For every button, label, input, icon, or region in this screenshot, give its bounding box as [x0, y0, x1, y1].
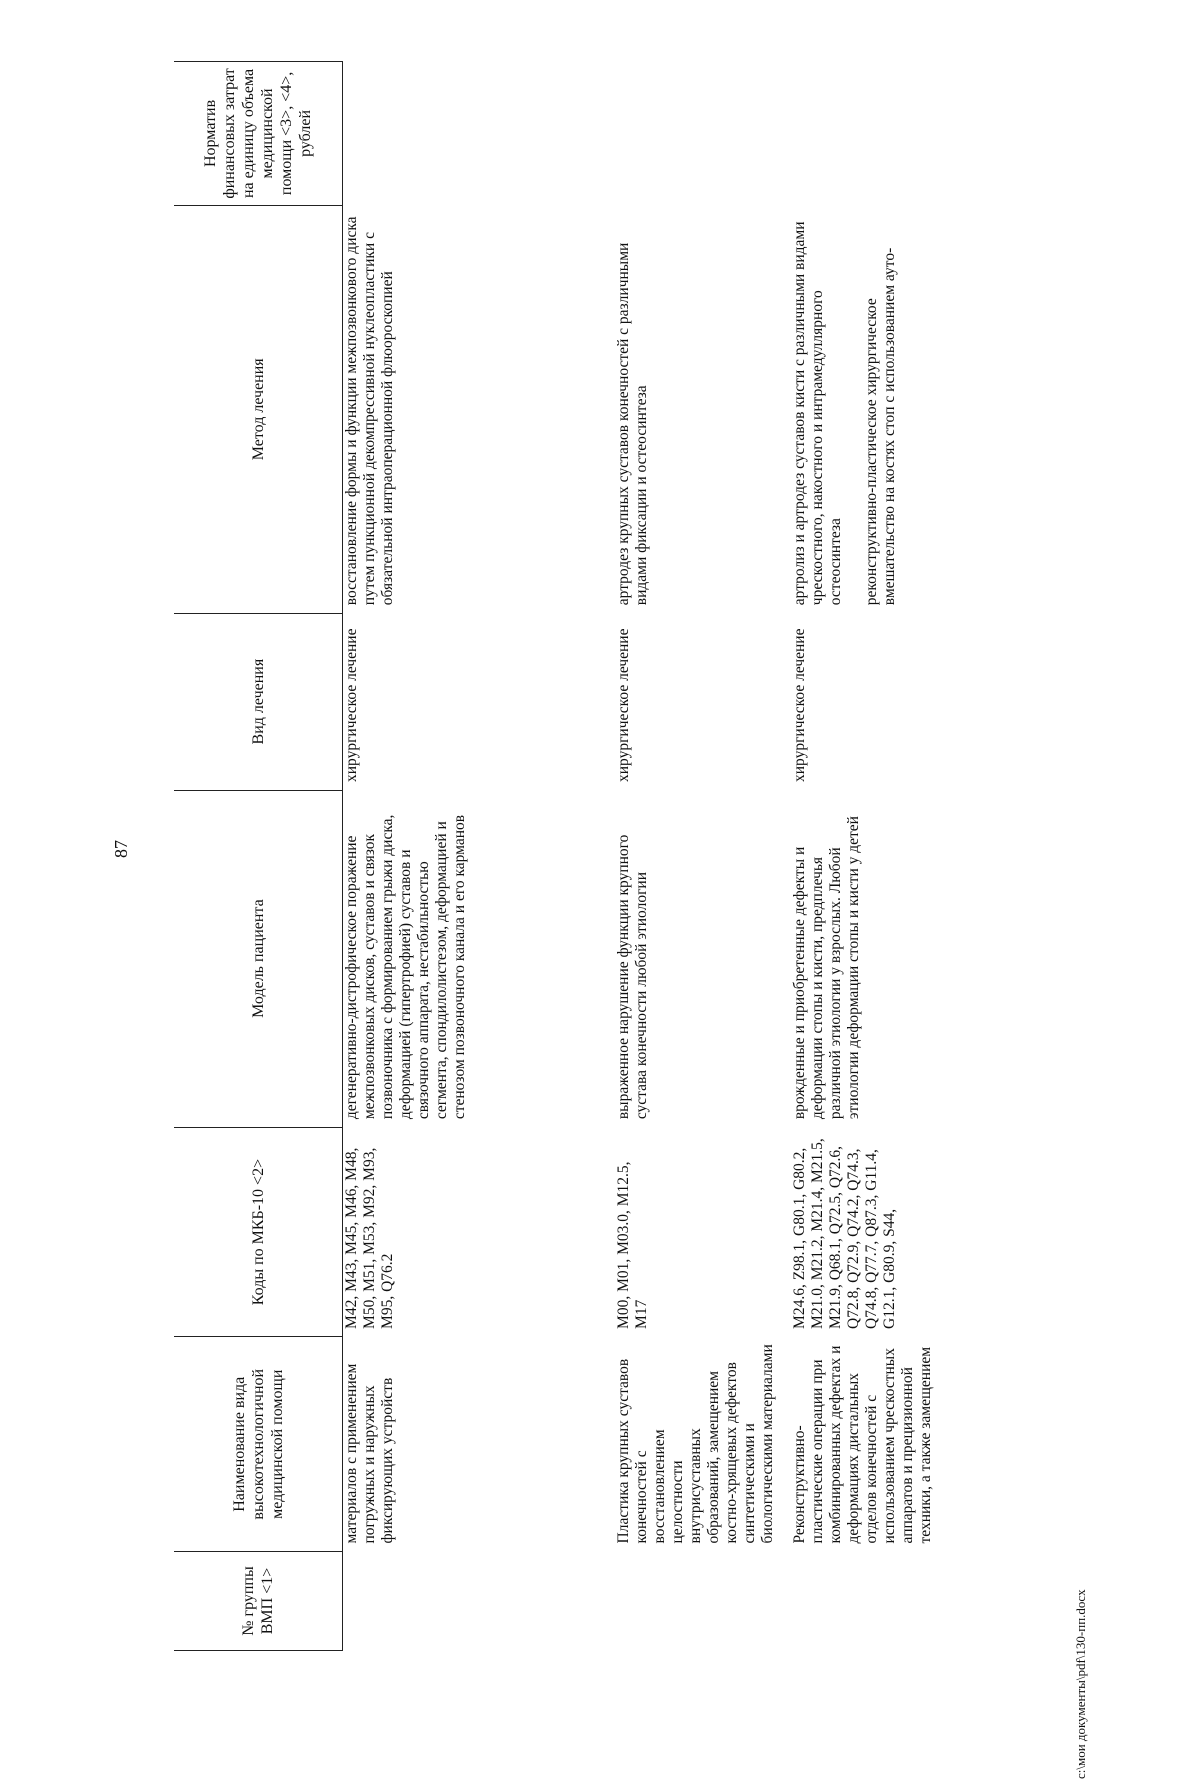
cell-vmp-name: Пластика крупных суставов конечностей с восстановлением целостности внутрисуставных образований, замещением костно-хрящевых дефектов синтетическими и биологическими материалами: [614, 1344, 776, 1544]
cell-treatment-method: [615, 205, 791, 613]
page-number: 87: [111, 840, 131, 858]
method-text: артродез крупных суставов конечностей с различными видами фиксации и остеосинтеза: [614, 242, 650, 606]
header-group-no: № группы ВМП <1>: [174, 1551, 343, 1650]
cell-treatment-method: [343, 205, 615, 613]
header-row: [174, 62, 343, 1651]
cell-group-no: [343, 1551, 615, 1650]
cell-vmp-name: материалов с применением погружных и наружных фиксирующих устройств: [343, 1363, 396, 1544]
cell-icd-codes: M42, M43, M45, M46, M48, M50, M51, M53, M92, M93, M95, Q76.2: [343, 1147, 396, 1329]
cell-cost-norm: [791, 62, 945, 206]
vmp-table: [174, 61, 945, 1651]
method-text: восстановление формы и функции межпозвонкового диска путем пункционной декомпрессивной нуклеопластики с обязательной интраоперационной флюороскопией: [343, 216, 396, 606]
cell-group-no: [615, 1551, 791, 1650]
method-text: артролиз и артродез суставов кисти с различными видами чрескостного, накостного и интрамедуллярного остеосинтеза: [790, 221, 844, 606]
cell-icd-codes: M24.6, Z98.1, G80.1, G80.2, M21.0, M21.2, M21.4, M21.5, M21.9, Q68.1, Q72.5, Q72.6, Q72.8, Q72.9, Q74.2, Q74.3, Q74.8, Q77.7, Q87.3, G11.4, G12.1, G80.9, S44,: [790, 1138, 898, 1329]
cell-icd-codes: M00, M01, M03.0, M12.5, M17: [614, 1161, 650, 1329]
cell-patient-model: дегенеративно-дистрофическое поражение межпозвонковых дисков, суставов и связок позвоночника с формированием грыжи диска, деформацией (гипертрофией) суставов и связочного аппарата, нестабильностью сегмента, спондилолистезом, деформацией и стенозом позвоночного канала и его карманов: [343, 814, 468, 1120]
header-treatment-method: Метод лечения: [174, 205, 343, 613]
cell-treatment-method: [791, 205, 945, 613]
header-treatment-type: Вид лечения: [174, 613, 343, 790]
cell-patient-model: врожденные и приобретенные дефекты и деформации стопы и кисти, предплечья различной этиологии у взрослых. Любой этиологии деформации стопы и кисти у детей: [790, 816, 862, 1120]
cell-treatment-type: хирургическое лечение: [790, 628, 808, 783]
header-icd-codes: Коды по МКБ-10 <2>: [174, 1127, 343, 1337]
cell-group-no: [791, 1551, 945, 1650]
footer-file-path: c:\мои документы\pdf\130-пп.docx: [1073, 1589, 1088, 1779]
method-text-2: реконструктивно-пластическое хирургическое вмешательство на костях стоп с использованием ауто-: [862, 247, 898, 606]
cell-vmp-name: Реконструктивно-пластические операции при комбинированных дефектах и деформациях дистальных отделов конечностей с использованием чрескостных аппаратов и прецизионной техники, а также замещением: [790, 1345, 934, 1544]
header-vmp-name: Наименование вида высокотехнологичной медицинской помощи: [174, 1337, 343, 1552]
cell-treatment-type: хирургическое лечение: [343, 628, 360, 783]
cell-treatment-type: хирургическое лечение: [614, 628, 632, 783]
table-row: [615, 62, 791, 1651]
rotated-table-container: [174, 61, 934, 1651]
table-row: [791, 62, 945, 1651]
cell-patient-model: выраженное нарушение функции крупного сустава конечности любой этиологии: [614, 834, 650, 1120]
table-row: [343, 62, 615, 1651]
header-cost-norm: Норматив финансовых затрат на единицу объема медицинской помощи <3>, <4>, рублей: [174, 62, 343, 206]
cell-cost-norm: [615, 62, 791, 206]
header-patient-model: Модель пациента: [174, 790, 343, 1127]
cell-cost-norm: [343, 62, 615, 206]
spacer: [845, 211, 863, 605]
